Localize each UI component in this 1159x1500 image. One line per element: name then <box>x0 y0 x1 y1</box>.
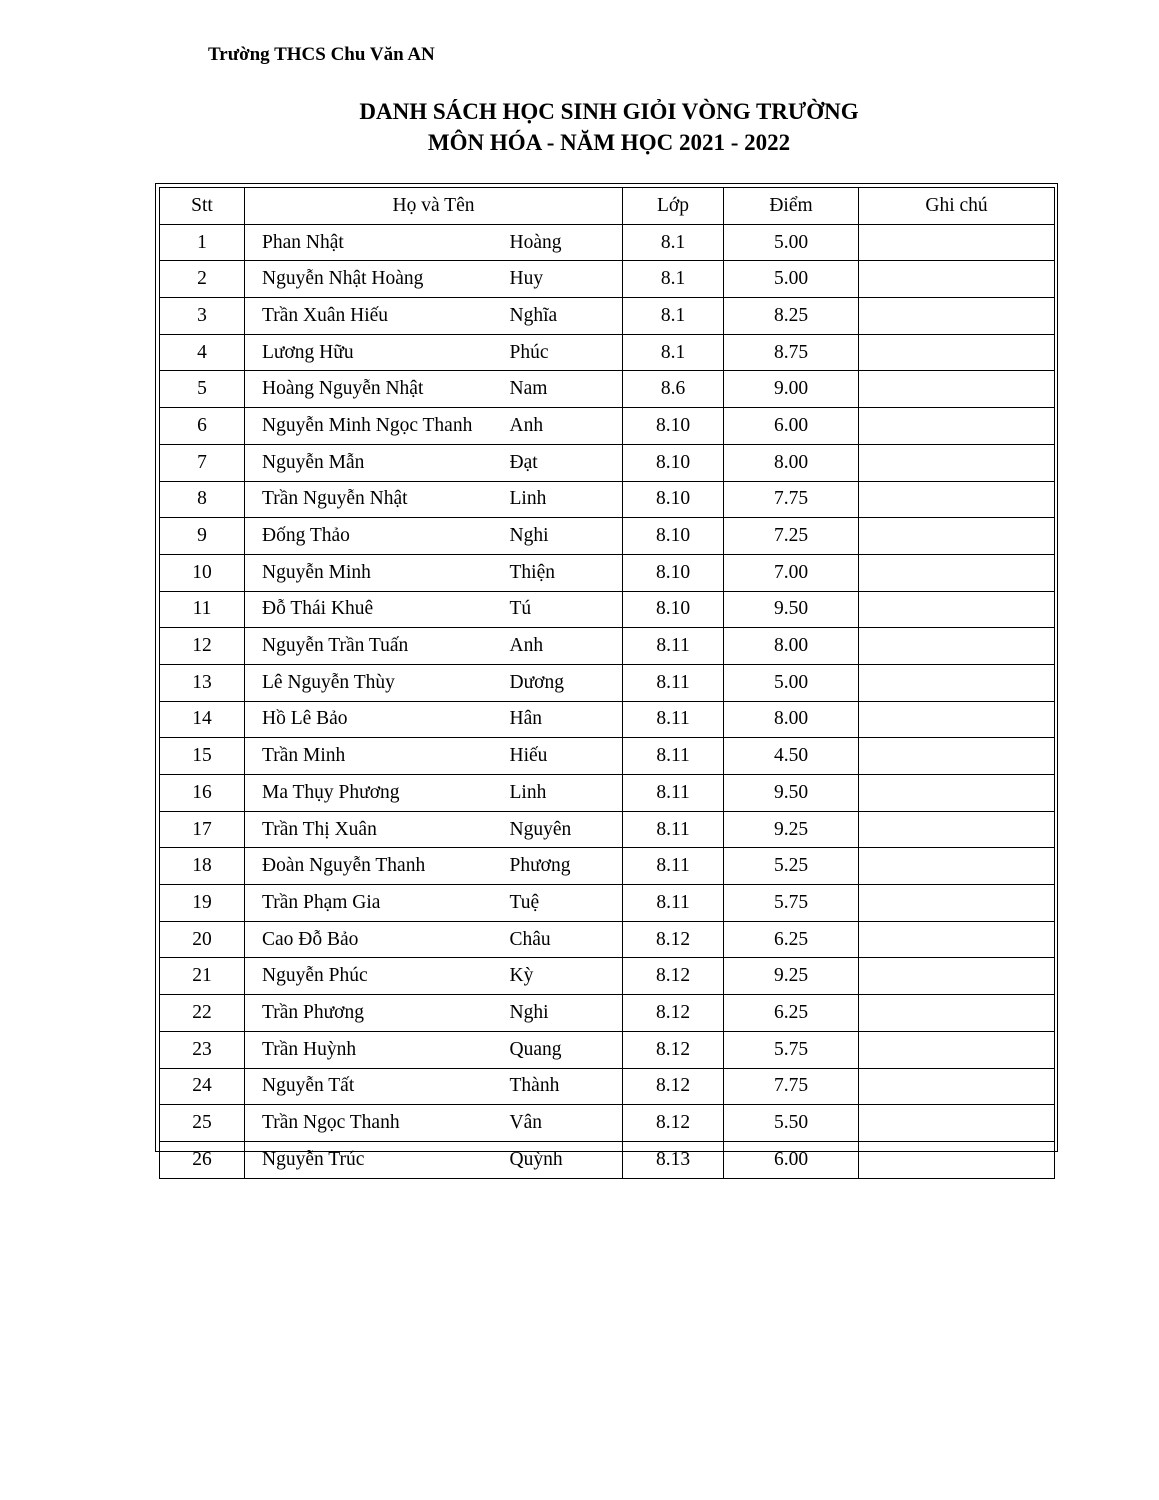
cell-name: Nguyễn Minh Ngọc Thanh <box>245 408 508 445</box>
cell-class: 8.10 <box>623 481 724 518</box>
cell-score: 8.00 <box>724 701 859 738</box>
cell-class: 8.10 <box>623 408 724 445</box>
cell-name: Trần Phương <box>245 995 508 1032</box>
student-table-frame <box>155 183 1058 1170</box>
cell-given-name: Đạt <box>508 444 623 481</box>
cell-class: 8.11 <box>623 811 724 848</box>
cell-note <box>859 1141 1055 1178</box>
cell-given-name: Nam <box>508 371 623 408</box>
cell-note <box>859 958 1055 995</box>
cell-stt: 8 <box>160 481 245 518</box>
cell-name: Nguyễn Nhật Hoàng <box>245 261 508 298</box>
cell-given-name: Phương <box>508 848 623 885</box>
cell-note <box>859 481 1055 518</box>
table-row <box>160 848 1055 885</box>
cell-score: 9.25 <box>724 958 859 995</box>
cell-stt: 15 <box>160 738 245 775</box>
cell-note <box>859 701 1055 738</box>
cell-score: 7.25 <box>724 518 859 555</box>
cell-given-name: Anh <box>508 408 623 445</box>
cell-stt: 17 <box>160 811 245 848</box>
cell-class: 8.6 <box>623 371 724 408</box>
cell-name: Trần Ngọc Thanh <box>245 1105 508 1142</box>
cell-given-name: Vân <box>508 1105 623 1142</box>
cell-class: 8.1 <box>623 334 724 371</box>
header-class: Lớp <box>623 188 724 225</box>
cell-name: Nguyễn Tất <box>245 1068 508 1105</box>
table-row <box>160 1141 1055 1178</box>
cell-note <box>859 261 1055 298</box>
cell-name: Ma Thụy Phương <box>245 775 508 812</box>
cell-stt: 7 <box>160 444 245 481</box>
cell-score: 9.50 <box>724 775 859 812</box>
cell-given-name: Quỳnh <box>508 1141 623 1178</box>
cell-name: Phan Nhật <box>245 224 508 261</box>
table-row <box>160 334 1055 371</box>
header-stt: Stt <box>160 188 245 225</box>
cell-stt: 20 <box>160 921 245 958</box>
cell-class: 8.10 <box>623 518 724 555</box>
cell-class: 8.10 <box>623 591 724 628</box>
cell-score: 5.75 <box>724 1031 859 1068</box>
table-row <box>160 298 1055 335</box>
cell-given-name: Nguyên <box>508 811 623 848</box>
cell-score: 5.50 <box>724 1105 859 1142</box>
cell-note <box>859 885 1055 922</box>
cell-given-name: Nghĩa <box>508 298 623 335</box>
cell-name: Nguyễn Trần Tuấn <box>245 628 508 665</box>
table-row <box>160 1031 1055 1068</box>
cell-stt: 23 <box>160 1031 245 1068</box>
cell-stt: 24 <box>160 1068 245 1105</box>
cell-given-name: Linh <box>508 775 623 812</box>
cell-stt: 1 <box>160 224 245 261</box>
cell-class: 8.1 <box>623 261 724 298</box>
cell-given-name: Linh <box>508 481 623 518</box>
cell-score: 9.25 <box>724 811 859 848</box>
table-row <box>160 995 1055 1032</box>
cell-score: 8.75 <box>724 334 859 371</box>
cell-given-name: Hiếu <box>508 738 623 775</box>
header-note: Ghi chú <box>859 188 1055 225</box>
cell-given-name: Kỳ <box>508 958 623 995</box>
table-row <box>160 481 1055 518</box>
cell-note <box>859 811 1055 848</box>
school-name: Trường THCS Chu Văn AN <box>208 44 435 65</box>
cell-score: 6.25 <box>724 995 859 1032</box>
table-header-row <box>160 188 1055 225</box>
cell-name: Trần Minh <box>245 738 508 775</box>
cell-given-name: Phúc <box>508 334 623 371</box>
cell-class: 8.1 <box>623 298 724 335</box>
table-row <box>160 664 1055 701</box>
cell-given-name: Quang <box>508 1031 623 1068</box>
table-row <box>160 261 1055 298</box>
table-row <box>160 701 1055 738</box>
cell-score: 5.00 <box>724 261 859 298</box>
cell-name: Trần Huỳnh <box>245 1031 508 1068</box>
cell-score: 5.75 <box>724 885 859 922</box>
cell-note <box>859 371 1055 408</box>
cell-score: 8.00 <box>724 628 859 665</box>
cell-name: Đỗ Thái Khuê <box>245 591 508 628</box>
cell-score: 7.75 <box>724 1068 859 1105</box>
cell-note <box>859 921 1055 958</box>
cell-name: Trần Nguyễn Nhật <box>245 481 508 518</box>
cell-name: Trần Thị Xuân <box>245 811 508 848</box>
table-row <box>160 885 1055 922</box>
cell-stt: 19 <box>160 885 245 922</box>
cell-stt: 5 <box>160 371 245 408</box>
cell-name: Hoàng Nguyễn Nhật <box>245 371 508 408</box>
cell-stt: 10 <box>160 554 245 591</box>
cell-class: 8.11 <box>623 701 724 738</box>
cell-note <box>859 775 1055 812</box>
cell-class: 8.13 <box>623 1141 724 1178</box>
table-row <box>160 1105 1055 1142</box>
cell-stt: 3 <box>160 298 245 335</box>
cell-given-name: Châu <box>508 921 623 958</box>
cell-stt: 6 <box>160 408 245 445</box>
cell-note <box>859 591 1055 628</box>
cell-name: Đoàn Nguyễn Thanh <box>245 848 508 885</box>
table-row <box>160 921 1055 958</box>
cell-stt: 9 <box>160 518 245 555</box>
cell-note <box>859 1068 1055 1105</box>
cell-name: Trần Phạm Gia <box>245 885 508 922</box>
cell-stt: 11 <box>160 591 245 628</box>
cell-name: Trần Xuân Hiếu <box>245 298 508 335</box>
cell-stt: 4 <box>160 334 245 371</box>
cell-note <box>859 1105 1055 1142</box>
cell-class: 8.12 <box>623 1031 724 1068</box>
cell-score: 6.00 <box>724 1141 859 1178</box>
cell-stt: 13 <box>160 664 245 701</box>
cell-stt: 26 <box>160 1141 245 1178</box>
cell-note <box>859 224 1055 261</box>
cell-given-name: Dương <box>508 664 623 701</box>
cell-given-name: Huy <box>508 261 623 298</box>
cell-name: Hồ Lê Bảo <box>245 701 508 738</box>
cell-name: Đống Thảo <box>245 518 508 555</box>
cell-name: Lê Nguyễn Thùy <box>245 664 508 701</box>
cell-note <box>859 1031 1055 1068</box>
cell-note <box>859 738 1055 775</box>
cell-name: Lương Hữu <box>245 334 508 371</box>
cell-given-name: Hân <box>508 701 623 738</box>
table-row <box>160 224 1055 261</box>
cell-class: 8.1 <box>623 224 724 261</box>
cell-class: 8.11 <box>623 738 724 775</box>
student-table <box>159 187 1055 1179</box>
table-row <box>160 775 1055 812</box>
cell-score: 9.00 <box>724 371 859 408</box>
header-name: Họ và Tên <box>245 188 623 225</box>
table-row <box>160 811 1055 848</box>
cell-stt: 14 <box>160 701 245 738</box>
cell-class: 8.11 <box>623 885 724 922</box>
cell-name: Nguyễn Trúc <box>245 1141 508 1178</box>
cell-class: 8.10 <box>623 444 724 481</box>
table-row <box>160 1068 1055 1105</box>
cell-note <box>859 518 1055 555</box>
cell-class: 8.12 <box>623 921 724 958</box>
cell-given-name: Tuệ <box>508 885 623 922</box>
cell-name: Nguyễn Mẫn <box>245 444 508 481</box>
cell-name: Nguyễn Minh <box>245 554 508 591</box>
cell-class: 8.11 <box>623 628 724 665</box>
cell-stt: 16 <box>160 775 245 812</box>
cell-class: 8.12 <box>623 1068 724 1105</box>
cell-name: Cao Đỗ Bảo <box>245 921 508 958</box>
cell-given-name: Anh <box>508 628 623 665</box>
cell-score: 4.50 <box>724 738 859 775</box>
cell-stt: 2 <box>160 261 245 298</box>
cell-note <box>859 408 1055 445</box>
cell-stt: 22 <box>160 995 245 1032</box>
cell-note <box>859 298 1055 335</box>
table-row <box>160 738 1055 775</box>
cell-score: 5.00 <box>724 664 859 701</box>
cell-note <box>859 554 1055 591</box>
cell-stt: 18 <box>160 848 245 885</box>
cell-given-name: Thành <box>508 1068 623 1105</box>
cell-score: 7.00 <box>724 554 859 591</box>
cell-score: 6.25 <box>724 921 859 958</box>
cell-given-name: Nghi <box>508 518 623 555</box>
table-row <box>160 444 1055 481</box>
table-body <box>160 224 1055 1178</box>
table-row <box>160 408 1055 445</box>
cell-class: 8.12 <box>623 995 724 1032</box>
cell-score: 9.50 <box>724 591 859 628</box>
document-title: DANH SÁCH HỌC SINH GIỎI VÒNG TRƯỜNG <box>359 99 859 124</box>
table-row <box>160 371 1055 408</box>
cell-given-name: Nghi <box>508 995 623 1032</box>
table-row <box>160 591 1055 628</box>
cell-given-name: Hoàng <box>508 224 623 261</box>
cell-stt: 12 <box>160 628 245 665</box>
cell-score: 8.25 <box>724 298 859 335</box>
header-score: Điểm <box>724 188 859 225</box>
cell-stt: 21 <box>160 958 245 995</box>
cell-score: 8.00 <box>724 444 859 481</box>
cell-class: 8.11 <box>623 664 724 701</box>
cell-score: 5.25 <box>724 848 859 885</box>
cell-class: 8.12 <box>623 958 724 995</box>
cell-note <box>859 848 1055 885</box>
cell-note <box>859 664 1055 701</box>
table-row <box>160 958 1055 995</box>
cell-class: 8.12 <box>623 1105 724 1142</box>
cell-class: 8.11 <box>623 775 724 812</box>
cell-class: 8.10 <box>623 554 724 591</box>
cell-note <box>859 995 1055 1032</box>
document-subtitle: MÔN HÓA - NĂM HỌC 2021 - 2022 <box>427 130 791 155</box>
cell-stt: 25 <box>160 1105 245 1142</box>
cell-note <box>859 628 1055 665</box>
cell-class: 8.11 <box>623 848 724 885</box>
table-row <box>160 628 1055 665</box>
cell-name: Nguyễn Phúc <box>245 958 508 995</box>
cell-score: 7.75 <box>724 481 859 518</box>
table-row <box>160 554 1055 591</box>
cell-score: 5.00 <box>724 224 859 261</box>
cell-score: 6.00 <box>724 408 859 445</box>
cell-note <box>859 444 1055 481</box>
cell-given-name: Tú <box>508 591 623 628</box>
table-row <box>160 518 1055 555</box>
cell-given-name: Thiện <box>508 554 623 591</box>
cell-note <box>859 334 1055 371</box>
